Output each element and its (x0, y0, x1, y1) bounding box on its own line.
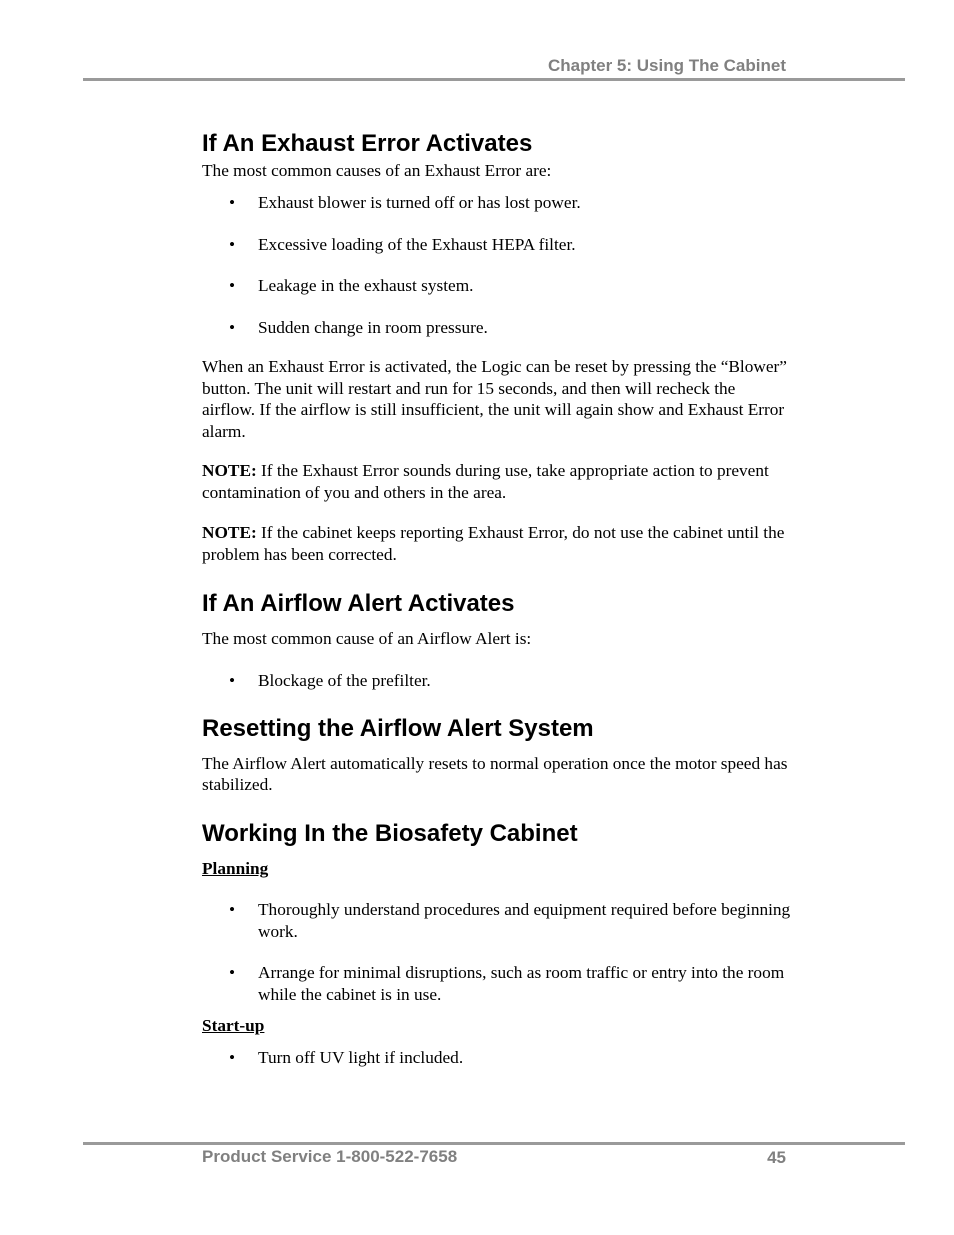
list-item: • Thoroughly understand procedures and equipment required before beginning work. (202, 899, 792, 942)
product-service-phone: Product Service 1-800-522-7658 (202, 1147, 458, 1166)
chapter-header: Chapter 5: Using The Cabinet (547, 56, 786, 75)
airflow-causes-list (202, 670, 792, 692)
section-title-resetting: Resetting the Airflow Alert System (202, 715, 594, 743)
list-item: • Leakage in the exhaust system. (202, 275, 792, 297)
exhaust-note-2 (202, 522, 792, 565)
page-content (202, 126, 792, 1068)
planning-list (202, 899, 792, 1005)
note-label: NOTE: (202, 523, 257, 543)
note-text: If the Exhaust Error sounds during use, take appropriate action to prevent contamination of you and others in the area. (202, 461, 769, 502)
section-title-exhaust-error: If An Exhaust Error Activates (202, 130, 533, 157)
list-item: • Exhaust blower is turned off or has lost power. (202, 192, 792, 214)
planning-subheading: Planning (202, 858, 269, 878)
exhaust-intro: The most common causes of an Exhaust Error are: (202, 160, 552, 180)
section-title-airflow-alert: If An Airflow Alert Activates (202, 590, 515, 618)
page-number: 45 (767, 1148, 786, 1167)
footer-rule (83, 1142, 905, 1145)
list-item: • Turn off UV light if included. (202, 1047, 792, 1069)
note-label: NOTE: (202, 461, 257, 481)
exhaust-note-1 (202, 460, 792, 503)
exhaust-reset-paragraph: When an Exhaust Error is activated, the Logic can be reset by pressing the “Blower” button. The unit will restart and run for 15 seconds, and then will recheck the airflow. If the airflow is still insufficient, the unit will again show and Exhaust Error alarm. (202, 357, 787, 441)
resetting-paragraph: The Airflow Alert automatically resets to normal operation once the motor speed has stabilized. (202, 753, 788, 795)
section-title-working: Working In the Biosafety Cabinet (202, 819, 578, 847)
list-item: • Excessive loading of the Exhaust HEPA filter. (202, 234, 792, 256)
note-text: If the cabinet keeps reporting Exhaust Error, do not use the cabinet until the problem has been corrected. (202, 523, 785, 564)
list-item: • Blockage of the prefilter. (202, 670, 792, 692)
startup-list (202, 1047, 792, 1069)
list-item: • Sudden change in room pressure. (202, 317, 792, 339)
exhaust-causes-list (202, 192, 792, 338)
header-rule (83, 78, 905, 81)
airflow-intro: The most common cause of an Airflow Alert is: (202, 629, 532, 649)
startup-subheading: Start-up (202, 1016, 265, 1036)
list-item: • Arrange for minimal disruptions, such as room traffic or entry into the room while the cabinet is in use. (202, 962, 792, 1005)
